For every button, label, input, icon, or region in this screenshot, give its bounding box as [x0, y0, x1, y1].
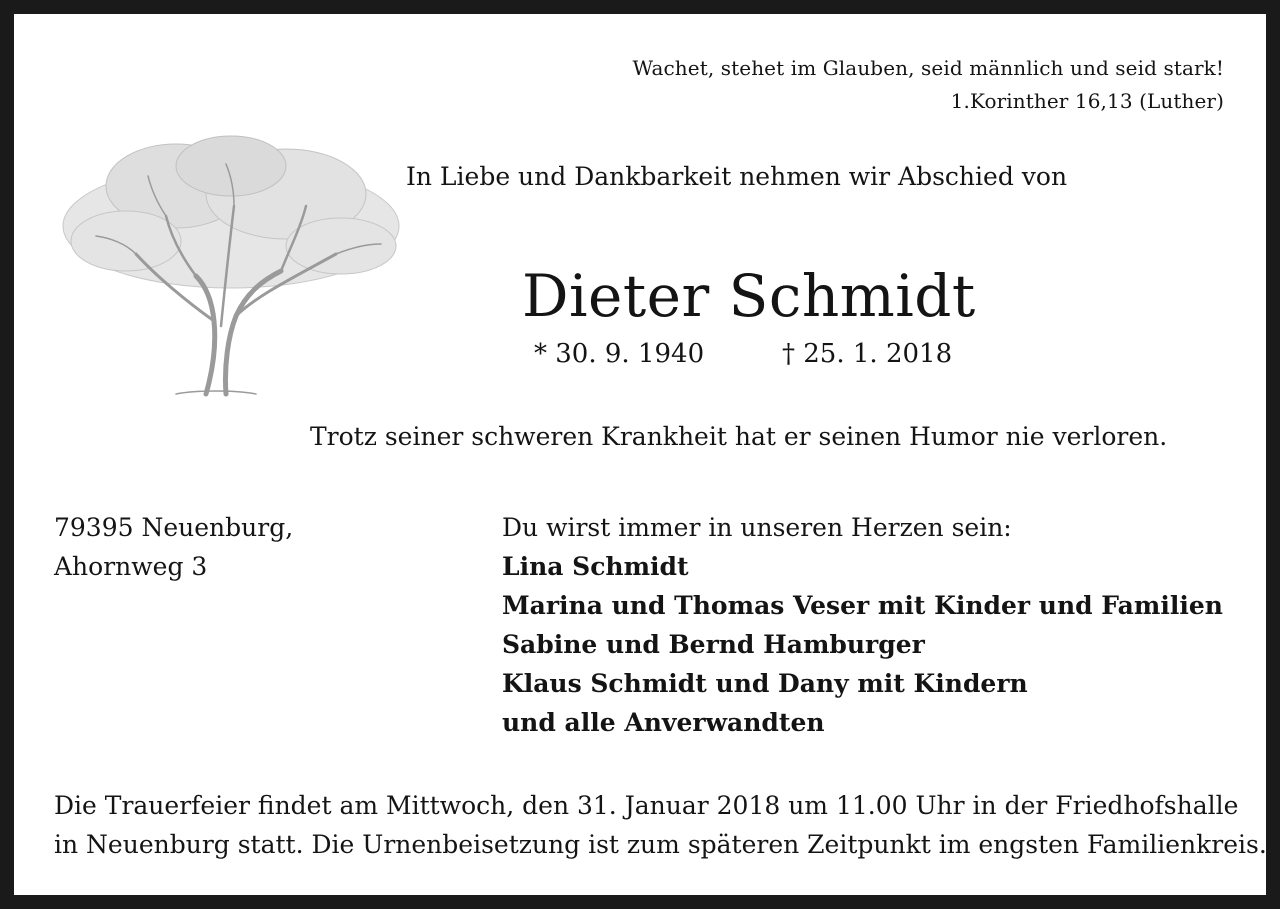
verse-text: Wachet, stehet im Glauben, seid männlich und seid stark! [632, 56, 1224, 80]
verse-reference: 1.Korinther 16,13 (Luther) [950, 89, 1224, 113]
address-street: Ahornweg 3 [54, 552, 208, 581]
mourners-lead: Du wirst immer in unseren Herzen sein: [502, 513, 1012, 542]
service-line: Die Trauerfeier findet am Mittwoch, den 31. Januar 2018 um 11.00 Uhr in der Friedhofshalle [54, 791, 1239, 820]
service-line: in Neuenburg statt. Die Urnenbeisetzung ist zum späteren Zeitpunkt im engsten Familienkreis. [54, 830, 1267, 859]
mourner-name: Marina und Thomas Veser mit Kinder und Familien [502, 591, 1223, 620]
mourner-name: Sabine und Bernd Hamburger [502, 630, 925, 659]
birth-date: * 30. 9. 1940 [534, 339, 705, 369]
mourner-name: und alle Anverwandten [502, 708, 825, 737]
service-notice [54, 786, 1267, 864]
memorial-quote: Trotz seiner schweren Krankheit hat er seinen Humor nie verloren. [310, 422, 1168, 451]
death-date: † 25. 1. 2018 [782, 339, 953, 369]
tree-illustration [56, 126, 402, 398]
address-city: 79395 Neuenburg, [54, 513, 294, 542]
mourner-name: Lina Schmidt [502, 552, 689, 581]
mourner-name: Klaus Schmidt und Dany mit Kindern [502, 669, 1028, 698]
bible-verse [633, 52, 1224, 118]
obituary-card [14, 14, 1266, 895]
address-block [54, 508, 293, 586]
intro-text: In Liebe und Dankbarkeit nehmen wir Abschied von [406, 162, 1068, 191]
deceased-name: Dieter Schmidt [522, 262, 976, 330]
mourners-block [502, 508, 1223, 742]
